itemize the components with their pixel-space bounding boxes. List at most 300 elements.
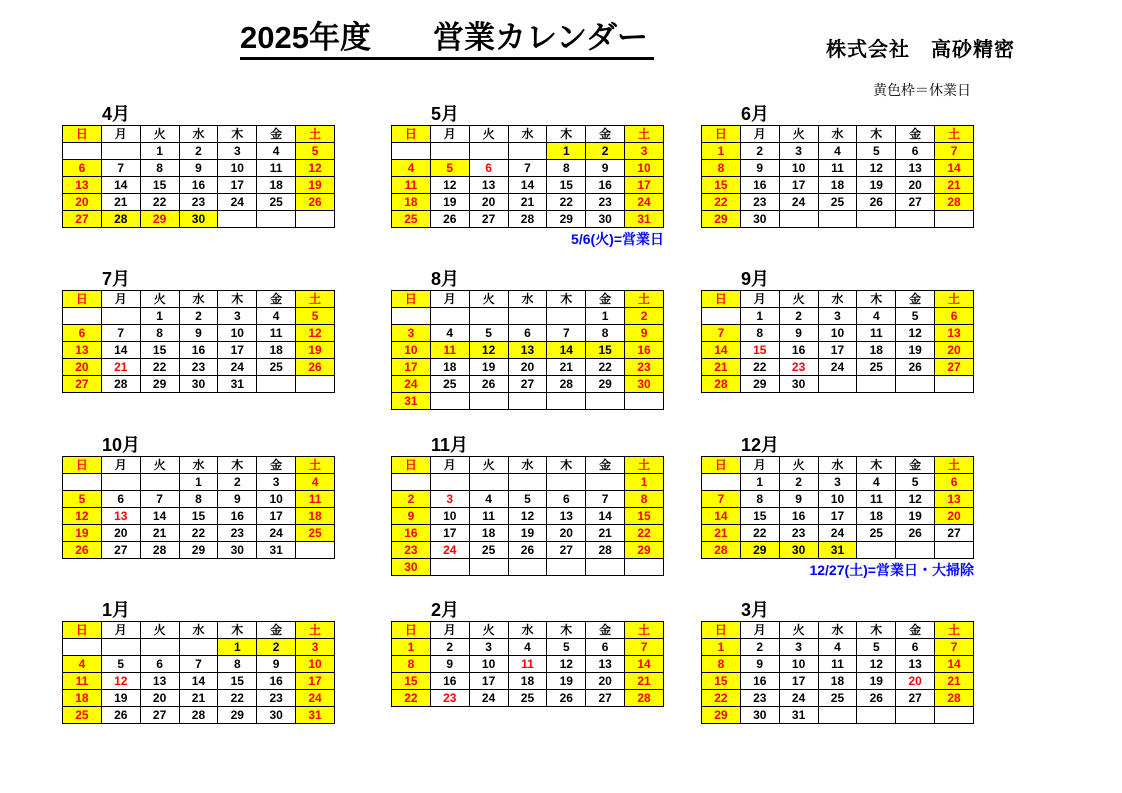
day-cell: 7 xyxy=(625,639,664,656)
empty-cell xyxy=(508,559,547,576)
day-cell: 10 xyxy=(818,325,857,342)
month-block-5月 xyxy=(391,105,664,249)
weekday-header: 月 xyxy=(430,457,469,474)
day-cell: 10 xyxy=(430,508,469,525)
weekday-header: 火 xyxy=(140,622,179,639)
day-cell: 19 xyxy=(101,690,140,707)
empty-cell xyxy=(508,474,547,491)
day-cell: 1 xyxy=(392,639,431,656)
day-cell: 14 xyxy=(101,177,140,194)
day-cell: 8 xyxy=(702,656,741,673)
day-cell: 11 xyxy=(857,325,896,342)
business-day-note: 12/27(土)=営業日・大掃除 xyxy=(809,562,974,578)
day-cell: 30 xyxy=(779,542,818,559)
month-title: 9月 xyxy=(741,269,770,289)
day-cell: 11 xyxy=(857,491,896,508)
day-cell: 14 xyxy=(935,656,974,673)
day-cell: 16 xyxy=(586,177,625,194)
day-cell: 8 xyxy=(140,160,179,177)
day-cell: 14 xyxy=(586,508,625,525)
day-cell: 18 xyxy=(508,673,547,690)
day-cell: 11 xyxy=(63,673,102,690)
day-cell: 20 xyxy=(935,342,974,359)
day-cell: 13 xyxy=(586,656,625,673)
day-cell: 6 xyxy=(896,143,935,160)
day-cell: 5 xyxy=(896,474,935,491)
weekday-header: 日 xyxy=(702,457,741,474)
day-cell: 29 xyxy=(179,542,218,559)
weekday-header: 火 xyxy=(140,291,179,308)
day-cell: 12 xyxy=(430,177,469,194)
day-cell: 1 xyxy=(140,308,179,325)
empty-cell xyxy=(586,393,625,410)
day-cell: 5 xyxy=(508,491,547,508)
day-cell: 1 xyxy=(702,639,741,656)
day-cell: 3 xyxy=(218,143,257,160)
day-cell: 20 xyxy=(896,673,935,690)
weekday-header: 水 xyxy=(818,126,857,143)
day-cell: 11 xyxy=(818,160,857,177)
empty-cell xyxy=(625,559,664,576)
empty-cell xyxy=(63,474,102,491)
day-cell: 25 xyxy=(430,376,469,393)
empty-cell xyxy=(935,376,974,393)
day-cell: 9 xyxy=(179,325,218,342)
day-cell: 24 xyxy=(218,194,257,211)
weekday-header: 金 xyxy=(257,457,296,474)
weekday-header: 水 xyxy=(508,291,547,308)
month-table xyxy=(391,456,664,576)
month-title: 5月 xyxy=(431,104,460,124)
weekday-header: 水 xyxy=(179,291,218,308)
day-cell: 26 xyxy=(63,542,102,559)
day-cell: 9 xyxy=(625,325,664,342)
day-cell: 22 xyxy=(547,194,586,211)
month-block-9月 xyxy=(701,270,974,393)
weekday-header: 木 xyxy=(218,457,257,474)
day-cell: 22 xyxy=(702,690,741,707)
day-cell: 13 xyxy=(101,508,140,525)
day-cell: 11 xyxy=(392,177,431,194)
empty-cell xyxy=(430,393,469,410)
empty-cell xyxy=(296,211,335,228)
day-cell: 15 xyxy=(586,342,625,359)
weekday-header: 土 xyxy=(935,126,974,143)
day-cell: 5 xyxy=(296,308,335,325)
weekday-header: 日 xyxy=(392,291,431,308)
day-cell: 21 xyxy=(140,525,179,542)
day-cell: 27 xyxy=(63,376,102,393)
company-name: 株式会社 高砂精密 xyxy=(826,39,1015,61)
empty-cell xyxy=(392,474,431,491)
empty-cell xyxy=(469,559,508,576)
empty-cell xyxy=(547,308,586,325)
day-cell: 8 xyxy=(586,325,625,342)
empty-cell xyxy=(392,308,431,325)
day-cell: 3 xyxy=(779,143,818,160)
day-cell: 12 xyxy=(547,656,586,673)
day-cell: 4 xyxy=(857,308,896,325)
day-cell: 7 xyxy=(935,639,974,656)
day-cell: 19 xyxy=(508,525,547,542)
empty-cell xyxy=(430,474,469,491)
weekday-header: 水 xyxy=(179,457,218,474)
day-cell: 17 xyxy=(392,359,431,376)
day-cell: 29 xyxy=(586,376,625,393)
day-cell: 9 xyxy=(218,491,257,508)
weekday-header: 日 xyxy=(702,622,741,639)
day-cell: 28 xyxy=(702,376,741,393)
day-cell: 18 xyxy=(296,508,335,525)
empty-cell xyxy=(63,639,102,656)
day-cell: 23 xyxy=(430,690,469,707)
empty-cell xyxy=(140,474,179,491)
day-cell: 27 xyxy=(896,194,935,211)
day-cell: 2 xyxy=(779,308,818,325)
day-cell: 29 xyxy=(140,376,179,393)
month-block-8月 xyxy=(391,270,664,410)
day-cell: 3 xyxy=(257,474,296,491)
day-cell: 28 xyxy=(702,542,741,559)
empty-cell xyxy=(508,143,547,160)
day-cell: 20 xyxy=(586,673,625,690)
weekday-header: 木 xyxy=(857,291,896,308)
empty-cell xyxy=(101,308,140,325)
weekday-header: 火 xyxy=(469,457,508,474)
day-cell: 17 xyxy=(779,177,818,194)
day-cell: 28 xyxy=(179,707,218,724)
empty-cell xyxy=(857,376,896,393)
day-cell: 31 xyxy=(257,542,296,559)
day-cell: 30 xyxy=(179,211,218,228)
weekday-header: 水 xyxy=(818,291,857,308)
day-cell: 14 xyxy=(702,508,741,525)
empty-cell xyxy=(430,559,469,576)
day-cell: 30 xyxy=(257,707,296,724)
day-cell: 29 xyxy=(740,376,779,393)
empty-cell xyxy=(818,707,857,724)
month-block-12月 xyxy=(701,436,974,580)
day-cell: 21 xyxy=(508,194,547,211)
day-cell: 18 xyxy=(469,525,508,542)
day-cell: 1 xyxy=(586,308,625,325)
weekday-header: 日 xyxy=(702,291,741,308)
day-cell: 10 xyxy=(218,160,257,177)
weekday-header: 水 xyxy=(818,622,857,639)
empty-cell xyxy=(508,393,547,410)
day-cell: 20 xyxy=(101,525,140,542)
weekday-header: 木 xyxy=(547,622,586,639)
empty-cell xyxy=(508,308,547,325)
day-cell: 10 xyxy=(257,491,296,508)
day-cell: 31 xyxy=(625,211,664,228)
day-cell: 27 xyxy=(547,542,586,559)
day-cell: 26 xyxy=(296,359,335,376)
month-block-3月 xyxy=(701,601,974,724)
weekday-header: 水 xyxy=(508,457,547,474)
empty-cell xyxy=(702,308,741,325)
day-cell: 15 xyxy=(625,508,664,525)
day-cell: 22 xyxy=(218,690,257,707)
weekday-header: 土 xyxy=(296,291,335,308)
weekday-header: 木 xyxy=(547,291,586,308)
empty-cell xyxy=(702,474,741,491)
weekday-header: 木 xyxy=(218,622,257,639)
day-cell: 11 xyxy=(430,342,469,359)
day-cell: 12 xyxy=(296,160,335,177)
day-cell: 14 xyxy=(140,508,179,525)
day-cell: 7 xyxy=(547,325,586,342)
day-cell: 22 xyxy=(140,194,179,211)
day-cell: 14 xyxy=(935,160,974,177)
empty-cell xyxy=(469,143,508,160)
day-cell: 28 xyxy=(101,211,140,228)
day-cell: 19 xyxy=(430,194,469,211)
day-cell: 11 xyxy=(257,325,296,342)
day-cell: 19 xyxy=(469,359,508,376)
day-cell: 4 xyxy=(257,308,296,325)
empty-cell xyxy=(896,211,935,228)
day-cell: 11 xyxy=(257,160,296,177)
empty-cell xyxy=(63,143,102,160)
day-cell: 26 xyxy=(430,211,469,228)
empty-cell xyxy=(935,211,974,228)
day-cell: 13 xyxy=(469,177,508,194)
month-table xyxy=(701,290,974,393)
day-cell: 1 xyxy=(740,308,779,325)
day-cell: 8 xyxy=(218,656,257,673)
day-cell: 20 xyxy=(63,194,102,211)
day-cell: 10 xyxy=(296,656,335,673)
day-cell: 24 xyxy=(392,376,431,393)
day-cell: 25 xyxy=(857,359,896,376)
month-title: 10月 xyxy=(102,435,141,455)
day-cell: 7 xyxy=(586,491,625,508)
day-cell: 16 xyxy=(740,673,779,690)
day-cell: 27 xyxy=(101,542,140,559)
weekday-header: 水 xyxy=(818,457,857,474)
business-day-note: 5/6(火)=営業日 xyxy=(571,231,664,247)
day-cell: 10 xyxy=(469,656,508,673)
day-cell: 19 xyxy=(296,342,335,359)
day-cell: 14 xyxy=(625,656,664,673)
month-block-10月 xyxy=(62,436,335,559)
day-cell: 20 xyxy=(140,690,179,707)
day-cell: 13 xyxy=(935,325,974,342)
day-cell: 31 xyxy=(218,376,257,393)
day-cell: 19 xyxy=(896,508,935,525)
empty-cell xyxy=(547,559,586,576)
day-cell: 30 xyxy=(740,707,779,724)
empty-cell xyxy=(63,308,102,325)
day-cell: 21 xyxy=(935,673,974,690)
day-cell: 31 xyxy=(296,707,335,724)
day-cell: 5 xyxy=(857,143,896,160)
day-cell: 24 xyxy=(257,525,296,542)
day-cell: 3 xyxy=(818,308,857,325)
weekday-header: 火 xyxy=(779,457,818,474)
day-cell: 22 xyxy=(740,525,779,542)
day-cell: 21 xyxy=(179,690,218,707)
weekday-header: 土 xyxy=(296,457,335,474)
day-cell: 1 xyxy=(702,143,741,160)
day-cell: 5 xyxy=(430,160,469,177)
day-cell: 7 xyxy=(702,491,741,508)
day-cell: 18 xyxy=(430,359,469,376)
weekday-header: 土 xyxy=(625,622,664,639)
weekday-header: 土 xyxy=(296,622,335,639)
weekday-header: 日 xyxy=(392,457,431,474)
empty-cell xyxy=(296,542,335,559)
day-cell: 1 xyxy=(179,474,218,491)
day-cell: 25 xyxy=(508,690,547,707)
day-cell: 8 xyxy=(625,491,664,508)
day-cell: 3 xyxy=(779,639,818,656)
day-cell: 13 xyxy=(63,342,102,359)
month-table xyxy=(62,621,335,724)
day-cell: 2 xyxy=(740,143,779,160)
weekday-header: 土 xyxy=(625,126,664,143)
day-cell: 17 xyxy=(818,508,857,525)
day-cell: 22 xyxy=(140,359,179,376)
day-cell: 6 xyxy=(508,325,547,342)
empty-cell xyxy=(586,474,625,491)
day-cell: 6 xyxy=(101,491,140,508)
empty-cell xyxy=(430,308,469,325)
day-cell: 4 xyxy=(63,656,102,673)
empty-cell xyxy=(896,542,935,559)
day-cell: 12 xyxy=(896,491,935,508)
weekday-header: 土 xyxy=(625,291,664,308)
day-cell: 25 xyxy=(392,211,431,228)
empty-cell xyxy=(469,308,508,325)
day-cell: 30 xyxy=(586,211,625,228)
day-cell: 23 xyxy=(740,194,779,211)
day-cell: 17 xyxy=(469,673,508,690)
day-cell: 26 xyxy=(508,542,547,559)
day-cell: 24 xyxy=(779,194,818,211)
day-cell: 27 xyxy=(935,525,974,542)
day-cell: 29 xyxy=(702,211,741,228)
day-cell: 1 xyxy=(140,143,179,160)
empty-cell xyxy=(547,393,586,410)
day-cell: 18 xyxy=(818,177,857,194)
day-cell: 3 xyxy=(469,639,508,656)
weekday-header: 水 xyxy=(508,622,547,639)
day-cell: 12 xyxy=(63,508,102,525)
day-cell: 29 xyxy=(625,542,664,559)
month-table xyxy=(62,125,335,228)
day-cell: 20 xyxy=(469,194,508,211)
weekday-header: 月 xyxy=(740,622,779,639)
day-cell: 2 xyxy=(625,308,664,325)
day-cell: 11 xyxy=(296,491,335,508)
day-cell: 14 xyxy=(547,342,586,359)
month-block-11月 xyxy=(391,436,664,576)
day-cell: 16 xyxy=(179,342,218,359)
day-cell: 2 xyxy=(779,474,818,491)
empty-cell xyxy=(140,639,179,656)
day-cell: 18 xyxy=(257,177,296,194)
day-cell: 18 xyxy=(818,673,857,690)
day-cell: 9 xyxy=(586,160,625,177)
day-cell: 12 xyxy=(896,325,935,342)
day-cell: 24 xyxy=(218,359,257,376)
month-block-4月 xyxy=(62,105,335,228)
day-cell: 19 xyxy=(857,673,896,690)
month-table xyxy=(391,621,664,707)
weekday-header: 火 xyxy=(140,126,179,143)
day-cell: 10 xyxy=(392,342,431,359)
day-cell: 25 xyxy=(257,359,296,376)
weekday-header: 月 xyxy=(101,457,140,474)
day-cell: 7 xyxy=(935,143,974,160)
day-cell: 21 xyxy=(101,194,140,211)
empty-cell xyxy=(101,143,140,160)
day-cell: 24 xyxy=(469,690,508,707)
day-cell: 25 xyxy=(63,707,102,724)
weekday-header: 月 xyxy=(101,291,140,308)
weekday-header: 月 xyxy=(101,622,140,639)
weekday-header: 木 xyxy=(547,457,586,474)
weekday-header: 金 xyxy=(257,291,296,308)
day-cell: 18 xyxy=(857,342,896,359)
weekday-header: 火 xyxy=(779,126,818,143)
day-cell: 2 xyxy=(392,491,431,508)
day-cell: 31 xyxy=(818,542,857,559)
weekday-header: 水 xyxy=(179,126,218,143)
empty-cell xyxy=(935,542,974,559)
month-title: 8月 xyxy=(431,269,460,289)
day-cell: 17 xyxy=(818,342,857,359)
weekday-header: 火 xyxy=(779,622,818,639)
day-cell: 30 xyxy=(625,376,664,393)
day-cell: 11 xyxy=(818,656,857,673)
day-cell: 1 xyxy=(740,474,779,491)
day-cell: 21 xyxy=(935,177,974,194)
day-cell: 10 xyxy=(779,160,818,177)
day-cell: 18 xyxy=(63,690,102,707)
day-cell: 28 xyxy=(586,542,625,559)
day-cell: 5 xyxy=(63,491,102,508)
weekday-header: 金 xyxy=(586,622,625,639)
empty-cell xyxy=(896,376,935,393)
day-cell: 22 xyxy=(702,194,741,211)
weekday-header: 木 xyxy=(857,126,896,143)
weekday-header: 金 xyxy=(896,126,935,143)
day-cell: 15 xyxy=(179,508,218,525)
day-cell: 23 xyxy=(740,690,779,707)
weekday-header: 金 xyxy=(586,291,625,308)
empty-cell xyxy=(296,376,335,393)
day-cell: 21 xyxy=(702,359,741,376)
empty-cell xyxy=(625,393,664,410)
day-cell: 8 xyxy=(702,160,741,177)
day-cell: 6 xyxy=(63,160,102,177)
day-cell: 26 xyxy=(469,376,508,393)
day-cell: 27 xyxy=(935,359,974,376)
day-cell: 24 xyxy=(625,194,664,211)
day-cell: 29 xyxy=(547,211,586,228)
day-cell: 5 xyxy=(101,656,140,673)
day-cell: 24 xyxy=(818,525,857,542)
day-cell: 20 xyxy=(508,359,547,376)
day-cell: 29 xyxy=(140,211,179,228)
month-block-1月 xyxy=(62,601,335,724)
weekday-header: 土 xyxy=(935,457,974,474)
day-cell: 17 xyxy=(257,508,296,525)
day-cell: 30 xyxy=(218,542,257,559)
